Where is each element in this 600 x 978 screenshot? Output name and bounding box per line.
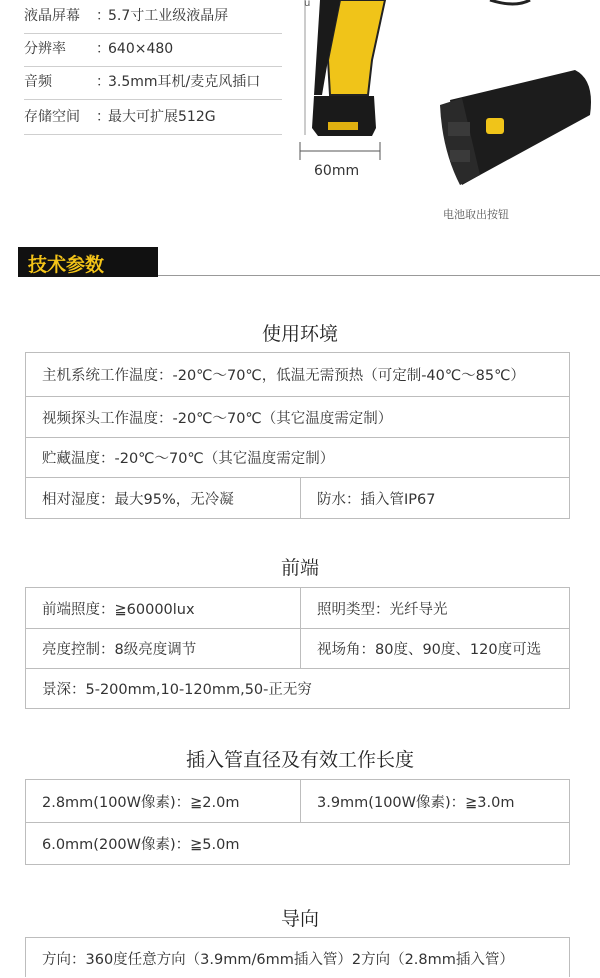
- env-title: 使用环境: [261, 323, 338, 345]
- waterproof-cell: 防水：插入管IP67: [300, 478, 569, 518]
- battery-image: [440, 0, 591, 185]
- table-row: [26, 353, 569, 397]
- tube-60-cell: 6.0mm(200W像素)：≧5.0m: [42, 837, 240, 853]
- illuminance-cell: 前端照度：≧60000lux: [42, 601, 195, 618]
- table-row: [26, 938, 569, 978]
- front-table: [25, 587, 570, 709]
- spec-value: 640×480: [108, 41, 174, 57]
- spec-separator: ：: [96, 74, 110, 90]
- dimension-label: 60mm: [314, 163, 360, 179]
- tube-28-cell: 2.8mm(100W像素)：≧2.0m: [42, 794, 240, 811]
- tube-title: 插入管直径及有效工作长度: [185, 749, 414, 771]
- section-banner: [0, 247, 600, 277]
- view-angle-cell: 视场角：80度、90度、120度可选: [300, 629, 569, 668]
- table-row: [26, 478, 569, 518]
- table-row: [26, 629, 569, 669]
- brightness-cell: 亮度控制：8级亮度调节: [42, 642, 197, 658]
- spec-value: 5.7寸工业级液晶屏: [108, 8, 229, 24]
- banner-divider: [158, 275, 600, 276]
- host-temp-cell: 主机系统工作温度：-20℃～70℃，低温无需预热（可定制-40℃～85℃）: [42, 368, 525, 384]
- humidity-cell: 相对湿度：最大95%，无冷凝: [42, 491, 234, 508]
- probe-temp-cell: 视频探头工作温度：-20℃～70℃（其它温度需定制）: [42, 410, 393, 427]
- spec-separator: ：: [96, 8, 110, 24]
- env-table: [25, 352, 570, 519]
- table-row: [26, 438, 569, 478]
- spec-separator: ：: [96, 109, 110, 125]
- spec-row-screen: [24, 0, 282, 34]
- spec-label: 存储空间: [24, 109, 80, 125]
- spec-label: 音频: [24, 74, 52, 90]
- banner-title: 技术参数: [28, 254, 105, 276]
- spec-row-storage: [24, 101, 282, 135]
- guide-title: 导向: [280, 908, 319, 930]
- device-illustration: [290, 0, 600, 235]
- tube-39-cell: 3.9mm(100W像素)：≧3.0m: [300, 780, 569, 822]
- table-row: [26, 823, 569, 864]
- guide-table: [25, 937, 570, 977]
- table-row: [26, 669, 569, 708]
- depth-cell: 景深：5-200mm,10-120mm,50-正无穷: [42, 682, 312, 698]
- direction-cell: 方向：360度任意方向（3.9mm/6mm插入管）2方向（2.8mm插入管）: [42, 951, 514, 968]
- spec-value: 最大可扩展512G: [108, 109, 216, 125]
- light-type-cell: 照明类型：光纤导光: [300, 588, 569, 628]
- spec-row-resolution: [24, 33, 282, 67]
- spec-value: 3.5mm耳机/麦克风插口: [108, 74, 261, 90]
- svg-text:u: u: [304, 0, 311, 9]
- battery-caption: 电池取出按钮: [443, 208, 509, 221]
- table-row: [26, 780, 569, 823]
- table-row: [26, 397, 569, 438]
- dimension-marker: [300, 142, 380, 160]
- spec-label: 分辨率: [24, 41, 66, 57]
- front-title: 前端: [280, 557, 319, 579]
- table-row: [26, 588, 569, 629]
- spec-label: 液晶屏幕: [24, 8, 80, 24]
- storage-temp-cell: 贮藏温度：-20℃～70℃（其它温度需定制）: [42, 451, 335, 467]
- spec-separator: ：: [96, 41, 110, 57]
- handle-image: [304, 0, 385, 136]
- tube-table: [25, 779, 570, 865]
- spec-row-audio: [24, 66, 282, 100]
